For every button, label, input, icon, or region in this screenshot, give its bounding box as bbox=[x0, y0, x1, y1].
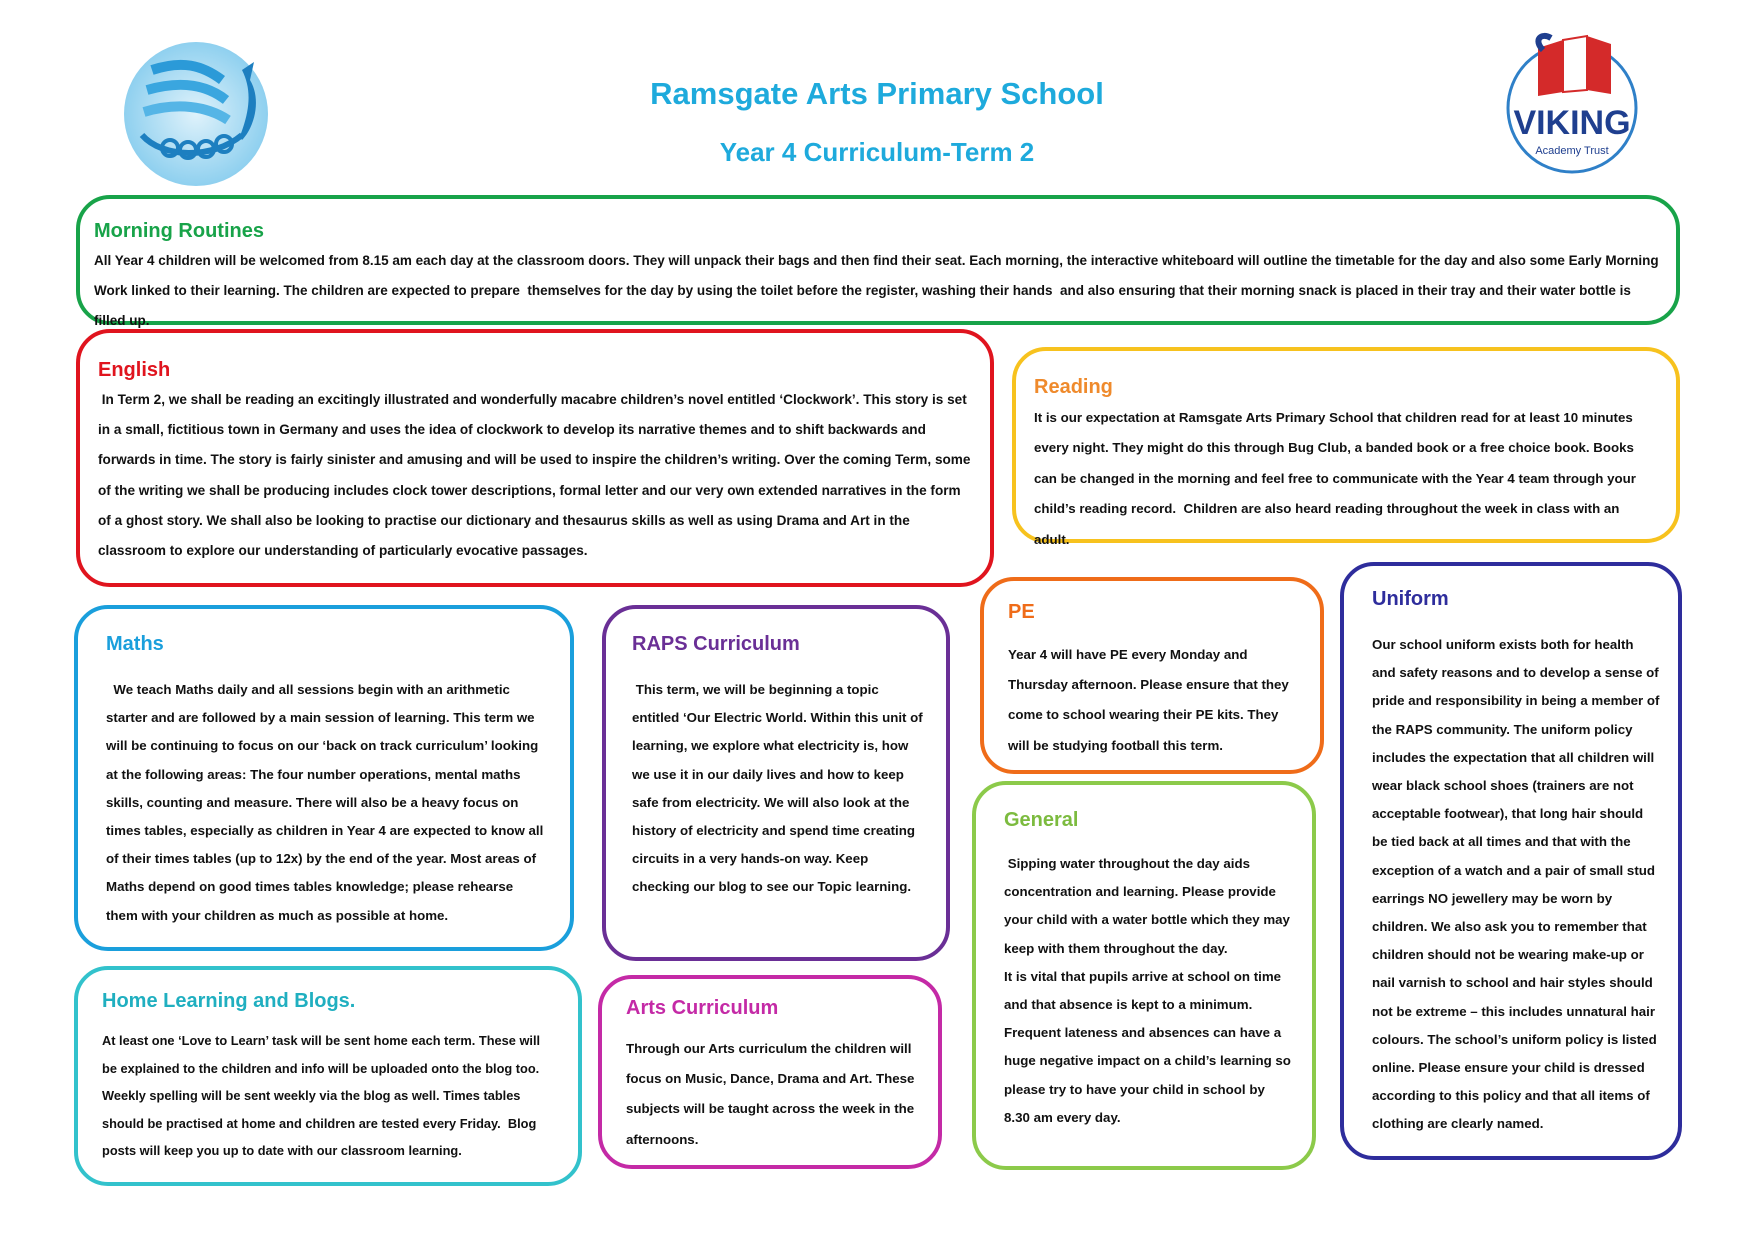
home-learning-title: Home Learning and Blogs. bbox=[102, 990, 356, 1012]
pe-box bbox=[980, 577, 1324, 774]
maths-box bbox=[74, 605, 574, 951]
morning-routines-title: Morning Routines bbox=[94, 220, 264, 242]
general-title: General bbox=[1004, 809, 1079, 831]
maths-title: Maths bbox=[106, 633, 164, 655]
english-text: In Term 2, we shall be reading an excitingly illustrated and wonderfully macabre children’s novel entitled ‘Clockwork’. This story is set in a small, fictitious town in Germany and uses the idea of clockwork to develop its narrative themes and to shift backwards and forwards in time. The story is fairly sinister and amusing and will be used to inspire the children’s writing. Over the coming Term, some of the writing we shall be producing includes clock tower descriptions, formal letter and our very own extended narratives in the form of a ghost story. We shall also be looking to practise our dictionary and thesaurus skills as well as using Drama and Art in the classroom to explore our understanding of particularly evocative passages. bbox=[98, 392, 975, 559]
home-learning-box bbox=[74, 966, 582, 1186]
english-title: English bbox=[98, 359, 171, 381]
viking-academy-trust-logo bbox=[1503, 26, 1641, 176]
general-text: Sipping water throughout the day aids concentration and learning. Please provide your child with a water bottle which they may keep with them throughout the day. It is vital that pupils arrive at school on time and that absence is kept to a minimum. Frequent lateness and absences can have a huge negative impact on a child’s learning so please try to have your child in school by 8.30 am every day. bbox=[1004, 856, 1291, 1125]
uniform-text: Our school uniform exists both for health and safety reasons and to develop a sense of pride and responsibility in being a member of the RAPS community. The uniform policy includes the expectation that all children will wear black school shoes (trainers are not acceptable footwear), that long hair should be tied back at all times and that with the exception of a watch and a pair of small stud earrings NO jewellery may be worn by children. We also ask you to remember that children should not be wearing make-up or nail varnish to school and hair styles should not be extreme – this includes unnatural hair colours. The school’s uniform policy is listed online. Please ensure your child is dressed according to this policy and that all items of clothing are clearly named. bbox=[1372, 637, 1664, 1132]
reading-box bbox=[1012, 347, 1680, 547]
morning-routines-box bbox=[76, 195, 1680, 328]
raps-curriculum-text: This term, we will be beginning a topic entitled ‘Our Electric World. Within this unit of learning, we explore what electricity is, how we use it in our daily lives and how to keep safe from electricity. We will also look at the history of electricity and spend time creating circuits in a very hands-on way. Keep checking our blog to see our Topic learning. bbox=[632, 682, 927, 895]
logo-text: VIKING bbox=[1513, 104, 1631, 142]
raps-curriculum-title: RAPS Curriculum bbox=[632, 633, 800, 655]
uniform-title: Uniform bbox=[1372, 588, 1449, 610]
general-box bbox=[972, 781, 1316, 1170]
school-name: Ramsgate Arts Primary School bbox=[650, 76, 1104, 111]
arts-curriculum-title: Arts Curriculum bbox=[626, 997, 779, 1019]
logo-subtext: Academy Trust bbox=[1535, 145, 1609, 157]
page-subtitle: Year 4 Curriculum-Term 2 bbox=[719, 137, 1035, 167]
pe-title: PE bbox=[1008, 601, 1035, 623]
arts-curriculum-box bbox=[598, 975, 942, 1169]
reading-text: It is our expectation at Ramsgate Arts Primary School that children read for at least 10 minutes every night. They might do this through Bug Club, a banded book or a free choice book. Books can be changed in the morning and feel free to communicate with the Year 4 team through your child’s reading record. Children are also heard reading throughout the week in class with an adult. bbox=[1034, 410, 1640, 547]
uniform-box bbox=[1340, 562, 1682, 1160]
pe-text: Year 4 will have PE every Monday and Thursday afternoon. Please ensure that they come to school wearing their PE kits. They will be studying football this term. bbox=[1008, 647, 1293, 753]
maths-text: We teach Maths daily and all sessions begin with an arithmetic starter and are followed by a main session of learning. This term we will be continuing to focus on our ‘back on track curriculum’ looking at the following areas: The four number operations, mental maths skills, counting and measure. There will also be a heavy focus on times tables, especially as children in Year 4 are expected to know all of their times tables (up to 12x) by the end of the year. Most areas of Maths depend on good times tables knowledge; please rehearse them with your children as much as possible at home. bbox=[106, 682, 547, 923]
arts-curriculum-text: Through our Arts curriculum the children will focus on Music, Dance, Drama and Art. These subjects will be taught across the week in the afternoons. bbox=[626, 1041, 919, 1147]
morning-routines-text: All Year 4 children will be welcomed from 8.15 am each day at the classroom doors. They will unpack their bags and then find their seat. Each morning, the interactive whiteboard will outline the timetable for the day and also some Early Morning Work linked to their learning. The children are expected to prepare themselves for the day by using the toilet before the register, washing their hands and also ensuring that their morning snack is placed in their tray and their water bottle is filled up. bbox=[94, 253, 1663, 328]
reading-title: Reading bbox=[1034, 376, 1113, 398]
raps-curriculum-box bbox=[602, 605, 950, 961]
english-box bbox=[76, 329, 994, 587]
home-learning-text: At least one ‘Love to Learn’ task will be sent home each term. These will be explained to the children and info will be uploaded onto the blog too. Weekly spelling will be sent weekly via the blog as well. Times tables should be practised at home and children are tested every Friday. Blog posts will keep you up to date with our classroom learning. bbox=[102, 1033, 544, 1159]
